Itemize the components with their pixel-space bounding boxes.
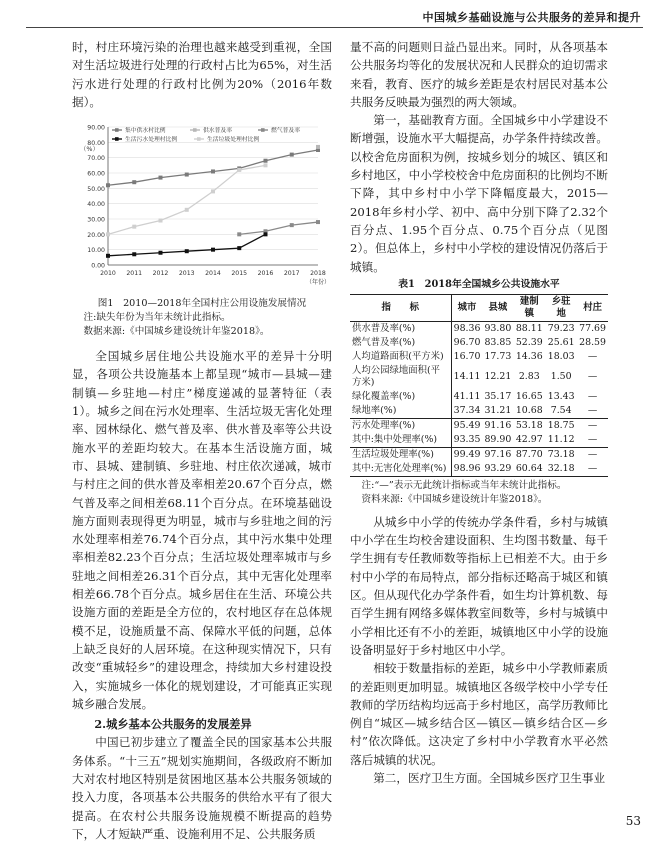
right-top-paragraph: 量不高的问题则日益凸显出来。同时，从各项基本公共服务均等化的发展状况和人民群众的迫切需求来看，教育、医疗的城乡差距是农村居民对基本公共服务反映最为强烈的两大领域。	[350, 40, 608, 109]
table-cell: 16.70	[451, 350, 482, 364]
data-point	[264, 233, 268, 237]
table-cell: 7.54	[550, 404, 572, 416]
table-row-label: 生活垃圾处理率(%)	[350, 447, 451, 462]
table-cell: 32.18	[545, 462, 577, 477]
table-cell: 10.68	[515, 404, 543, 416]
legend-marker	[115, 128, 119, 132]
table-row-label: 绿化覆盖率(%)	[352, 390, 416, 402]
data-point	[237, 246, 241, 250]
table-cell: —	[577, 418, 608, 433]
data-point	[264, 159, 268, 163]
legend-label: 燃气普及率	[271, 128, 300, 135]
table-cell: —	[587, 370, 598, 382]
x-tick-label: 2016	[257, 270, 274, 278]
series-line-0	[108, 150, 318, 185]
data-point	[159, 251, 163, 255]
y-axis-label: （%）	[80, 145, 99, 154]
table-row-label: 绿地率(%)	[352, 404, 397, 416]
body-paragraph-1: 全国城乡居住地公共设施水平的差异十分明显，各项公共设施基本上都呈现“城市—县城—建制镇—乡驻地—村庄”梯度递减的显著特征（表1）。城乡之间在污水处理率、生活垃圾无害化处理率、园林绿化、燃气普及率、供水普及率等公共设施水平的差距均较大。在基本生活设施方面，城市、县城、建制镇、乡驻地、村庄依次递减，城市与村庄之间的供水普及率相差20.67个百分点，燃气普及率之间相差68.11个百分点。在环境基础设施方面则表现得更为明显，城市与乡驻地之间的污水处理率相差76.74个百分点，其中污水集中处理率相差82.23个百分点；生活垃圾处理率城市与乡驻地之间相差26.31个百分点，其中无害化处理率相差66.78个百分点。城乡居住在生活、环境公共设施方面的差距是全方位的，农村地区存在总体规模不足，设施质量不高、保障水平低的问题，总体上缺乏良好的人居环境。在这种现实情况下，只有改变“重城轻乡”的建设理念，持续加大乡村建设投入，实施城乡一体化的规划建设，才可能真正实现城乡融合发展。	[72, 349, 332, 711]
x-tick-label: 2015	[231, 270, 248, 278]
table-cell: 18.75	[545, 418, 577, 433]
table-row	[350, 350, 608, 364]
table-cell: 77.69	[579, 322, 606, 334]
series-line-2	[239, 222, 318, 234]
table-cell: 93.80	[484, 322, 512, 334]
table-cell: 97.16	[484, 448, 512, 460]
legend-label: 生活垃圾处理村比例	[207, 137, 260, 144]
facilities-table	[350, 294, 608, 477]
x-tick-label: 2010	[100, 270, 116, 278]
legend-label: 生活污水处理村比例	[125, 137, 178, 144]
data-point	[185, 249, 189, 253]
body-paragraph-2: 中国已初步建立了覆盖全民的国家基本公共服务体系。“十三五”规划实施期间，各级政府不断加大对农村地区特别是贫困地区基本公共服务领域的投入力度，各项基本公共服务的供给水平有了很大提高。在农村公共服务设施规模不断提高的趋势下，人才短缺严重、设施利用不足、公共服务质	[72, 735, 332, 841]
figure-caption: 图1 2010—2018年全国村庄公用设施发展情况	[97, 298, 307, 310]
table-cell: —	[577, 447, 608, 462]
table-cell: —	[587, 404, 598, 416]
x-tick-label: 2011	[126, 270, 143, 278]
table-header-cell: 建制镇	[513, 294, 545, 321]
table-cell: 89.90	[484, 433, 512, 445]
table-cell: 1.50	[550, 370, 572, 382]
data-point	[106, 254, 110, 258]
table-cell: 99.49	[451, 447, 482, 462]
table-row	[350, 364, 608, 390]
medical-paragraph: 第二，医疗卫生方面。全国城乡医疗卫生事业	[373, 771, 606, 786]
table-row-label: 人均道路面积(平方米)	[352, 350, 444, 362]
y-tick-label: 80.00	[87, 140, 105, 148]
data-point	[159, 176, 163, 180]
x-axis-unit: （年份）	[305, 279, 331, 287]
table-cell: 93.35	[451, 433, 482, 448]
table-cell: 31.21	[484, 404, 512, 416]
table-cell: 98.96	[451, 462, 482, 477]
page-header	[0, 0, 669, 28]
table-cell: 17.73	[484, 350, 512, 362]
table-cell: 87.70	[513, 447, 545, 462]
table-row	[350, 404, 608, 419]
data-point	[211, 248, 215, 252]
table-cell: 83.85	[484, 336, 512, 348]
line-chart	[72, 115, 332, 295]
table-header-cell: 乡驻地	[545, 294, 577, 321]
table-header-cell: 县城	[482, 294, 513, 321]
y-tick-label: 0.00	[91, 262, 105, 270]
table-cell: 95.49	[451, 418, 482, 433]
table-cell: 98.36	[451, 321, 482, 336]
data-point	[316, 220, 320, 224]
table-cell: 37.34	[451, 404, 482, 419]
data-point	[264, 164, 268, 168]
table-cell: 14.11	[451, 364, 482, 390]
y-tick-label: 20.00	[87, 232, 105, 240]
table-cell: 25.61	[547, 336, 575, 348]
section-title: 2.城乡基本公共服务的发展差异	[94, 717, 252, 732]
table-cell: 73.18	[545, 447, 577, 462]
table-cell: 2.83	[518, 370, 540, 382]
data-point	[237, 233, 241, 237]
legend-label: 集中供水村比例	[125, 128, 166, 135]
table-row-label: 其中:集中处理率(%)	[352, 433, 438, 445]
x-tick-label: 2014	[205, 270, 221, 278]
legend-marker	[115, 137, 119, 141]
table-note: 注:“—”表示无此统计指标或当年未统计此指标。	[361, 479, 567, 491]
y-tick-label: 40.00	[87, 201, 105, 209]
table-cell: —	[587, 350, 598, 362]
table-cell: 14.36	[515, 350, 543, 362]
table-cell: 16.65	[515, 390, 543, 402]
table-cell: 18.03	[547, 350, 575, 362]
table-row	[350, 447, 608, 462]
data-point	[106, 183, 110, 187]
education-paragraph: 第一，基础教育方面。全国城乡中小学建设不断增强，设施水平大幅提高，办学条件持续改善。以校舍危房面积为例，按城乡划分的城区、镇区和乡村地区，中小学校校舍中危房面积的比例均不断下降，其中乡村中小学下降幅度最大，2015—2018年乡村小学、初中、高中分别下降了2.32个百分点、1.95个百分点、0.75个百分点（见图2）。但总体上，乡村中小学校的建设情况仍落后于城镇。	[350, 113, 608, 274]
table-row	[350, 336, 608, 350]
table-row	[350, 321, 608, 336]
data-point	[132, 180, 136, 184]
x-tick-label: 2018	[310, 270, 326, 278]
table-cell: 88.11	[515, 322, 543, 334]
table-cell: 28.59	[579, 336, 606, 348]
y-tick-label: 60.00	[87, 170, 105, 178]
table-header-cell: 村庄	[577, 294, 608, 321]
table-cell: 41.11	[451, 390, 482, 404]
table-row	[350, 433, 608, 448]
data-point	[316, 145, 320, 149]
y-tick-label: 90.00	[87, 124, 105, 132]
y-tick-label: 10.00	[87, 247, 105, 255]
data-point	[185, 208, 189, 212]
data-point	[132, 225, 136, 229]
right-column	[350, 38, 608, 787]
left-column	[72, 38, 332, 843]
legend-marker	[197, 137, 201, 141]
table-title: 表1 2018年全国城乡公共设施水平	[398, 278, 560, 290]
page-number: 53	[625, 814, 641, 828]
table-row-label: 人均公园绿地面积(平方米)	[352, 364, 441, 388]
table-cell: 93.29	[482, 462, 513, 477]
data-point	[211, 170, 215, 174]
table-header-cell: 城市	[451, 294, 482, 321]
data-point	[159, 219, 163, 223]
table-row-label: 污水处理率(%)	[350, 418, 451, 433]
table-cell: 13.43	[547, 390, 575, 402]
table-cell: —	[587, 433, 598, 445]
y-tick-label: 50.00	[87, 186, 105, 194]
table-row-label: 燃气普及率(%)	[352, 336, 416, 348]
table-header-row	[350, 294, 608, 321]
table-cell: 35.17	[484, 390, 512, 402]
table-row-label: 其中:无害化处理率(%)	[350, 462, 451, 477]
table-cell: —	[587, 390, 598, 402]
x-tick-label: 2012	[152, 270, 169, 278]
table-row-label: 供水普及率(%)	[352, 322, 416, 334]
data-point	[237, 168, 241, 172]
table-cell: 53.18	[513, 418, 545, 433]
figure-source: 数据来源:《中国城乡建设统计年鉴2018》。	[83, 326, 270, 338]
data-point	[106, 233, 110, 237]
table-cell: 11.12	[547, 433, 575, 445]
data-point	[132, 252, 136, 256]
data-point	[211, 190, 215, 194]
table-row	[350, 418, 608, 433]
figure-note: 注:缺失年份为当年未统计此指标。	[83, 312, 231, 324]
journal-title: 中国城乡基础设施与公共服务的差异和提升	[422, 11, 641, 24]
legend-marker	[193, 128, 197, 132]
x-tick-label: 2013	[178, 270, 195, 278]
header-rule	[26, 27, 643, 28]
legend-label: 供水普及率	[203, 128, 232, 135]
data-point	[290, 223, 294, 227]
table-cell: 42.97	[515, 433, 543, 445]
conditions-paragraph: 从城乡中小学的传统办学条件看，乡村与城镇中小学在生均校舍建设面积、生均图书数量、每千学生拥有专任教师数等指标上已相差不大。由于乡村中小学的布局特点，部分指标还略高于城区和镇区。但从现代化办学条件看，如生均计算机数、每百学生拥有网络多媒体教室间数等，乡村与城镇中小学相比还有不小的差距，城镇地区中小学的设施设备明显好于乡村地区中小学。	[350, 514, 608, 657]
table-row	[350, 390, 608, 404]
table-cell: 96.70	[451, 336, 482, 350]
table-cell: 60.64	[513, 462, 545, 477]
intro-paragraph: 时，村庄环境污染的治理也越来越受到重视，全国对生活垃圾进行处理的行政村占比为65%，对生活污水进行处理的行政村比例为20%（2016年数据）。	[72, 40, 332, 109]
data-point	[290, 153, 294, 157]
table-cell: 52.39	[515, 336, 543, 348]
table-cell: 12.21	[484, 370, 512, 382]
table-cell: —	[577, 462, 608, 477]
legend-marker	[261, 128, 265, 132]
table-cell: 79.23	[547, 322, 575, 334]
x-tick-label: 2017	[283, 270, 300, 278]
table-row	[350, 462, 608, 477]
y-tick-label: 70.00	[87, 155, 105, 163]
teachers-paragraph: 相较于数量指标的差距，城乡中小学教师素质的差距则更加明显。城镇地区各级学校中小学专任教师的学历结构均远高于乡村地区，高学历教师比例自“城区—城乡结合区—镇区—镇乡结合区—乡村”依次降低。这决定了乡村中小学教育水平必然落后城镇的状况。	[350, 661, 608, 767]
y-tick-label: 30.00	[87, 216, 105, 224]
table-source: 资料来源:《中国城乡建设统计年鉴2018》。	[361, 493, 548, 505]
data-point	[185, 173, 189, 177]
table-header-cell: 指 标	[350, 294, 451, 321]
table-cell: 91.16	[484, 419, 512, 431]
